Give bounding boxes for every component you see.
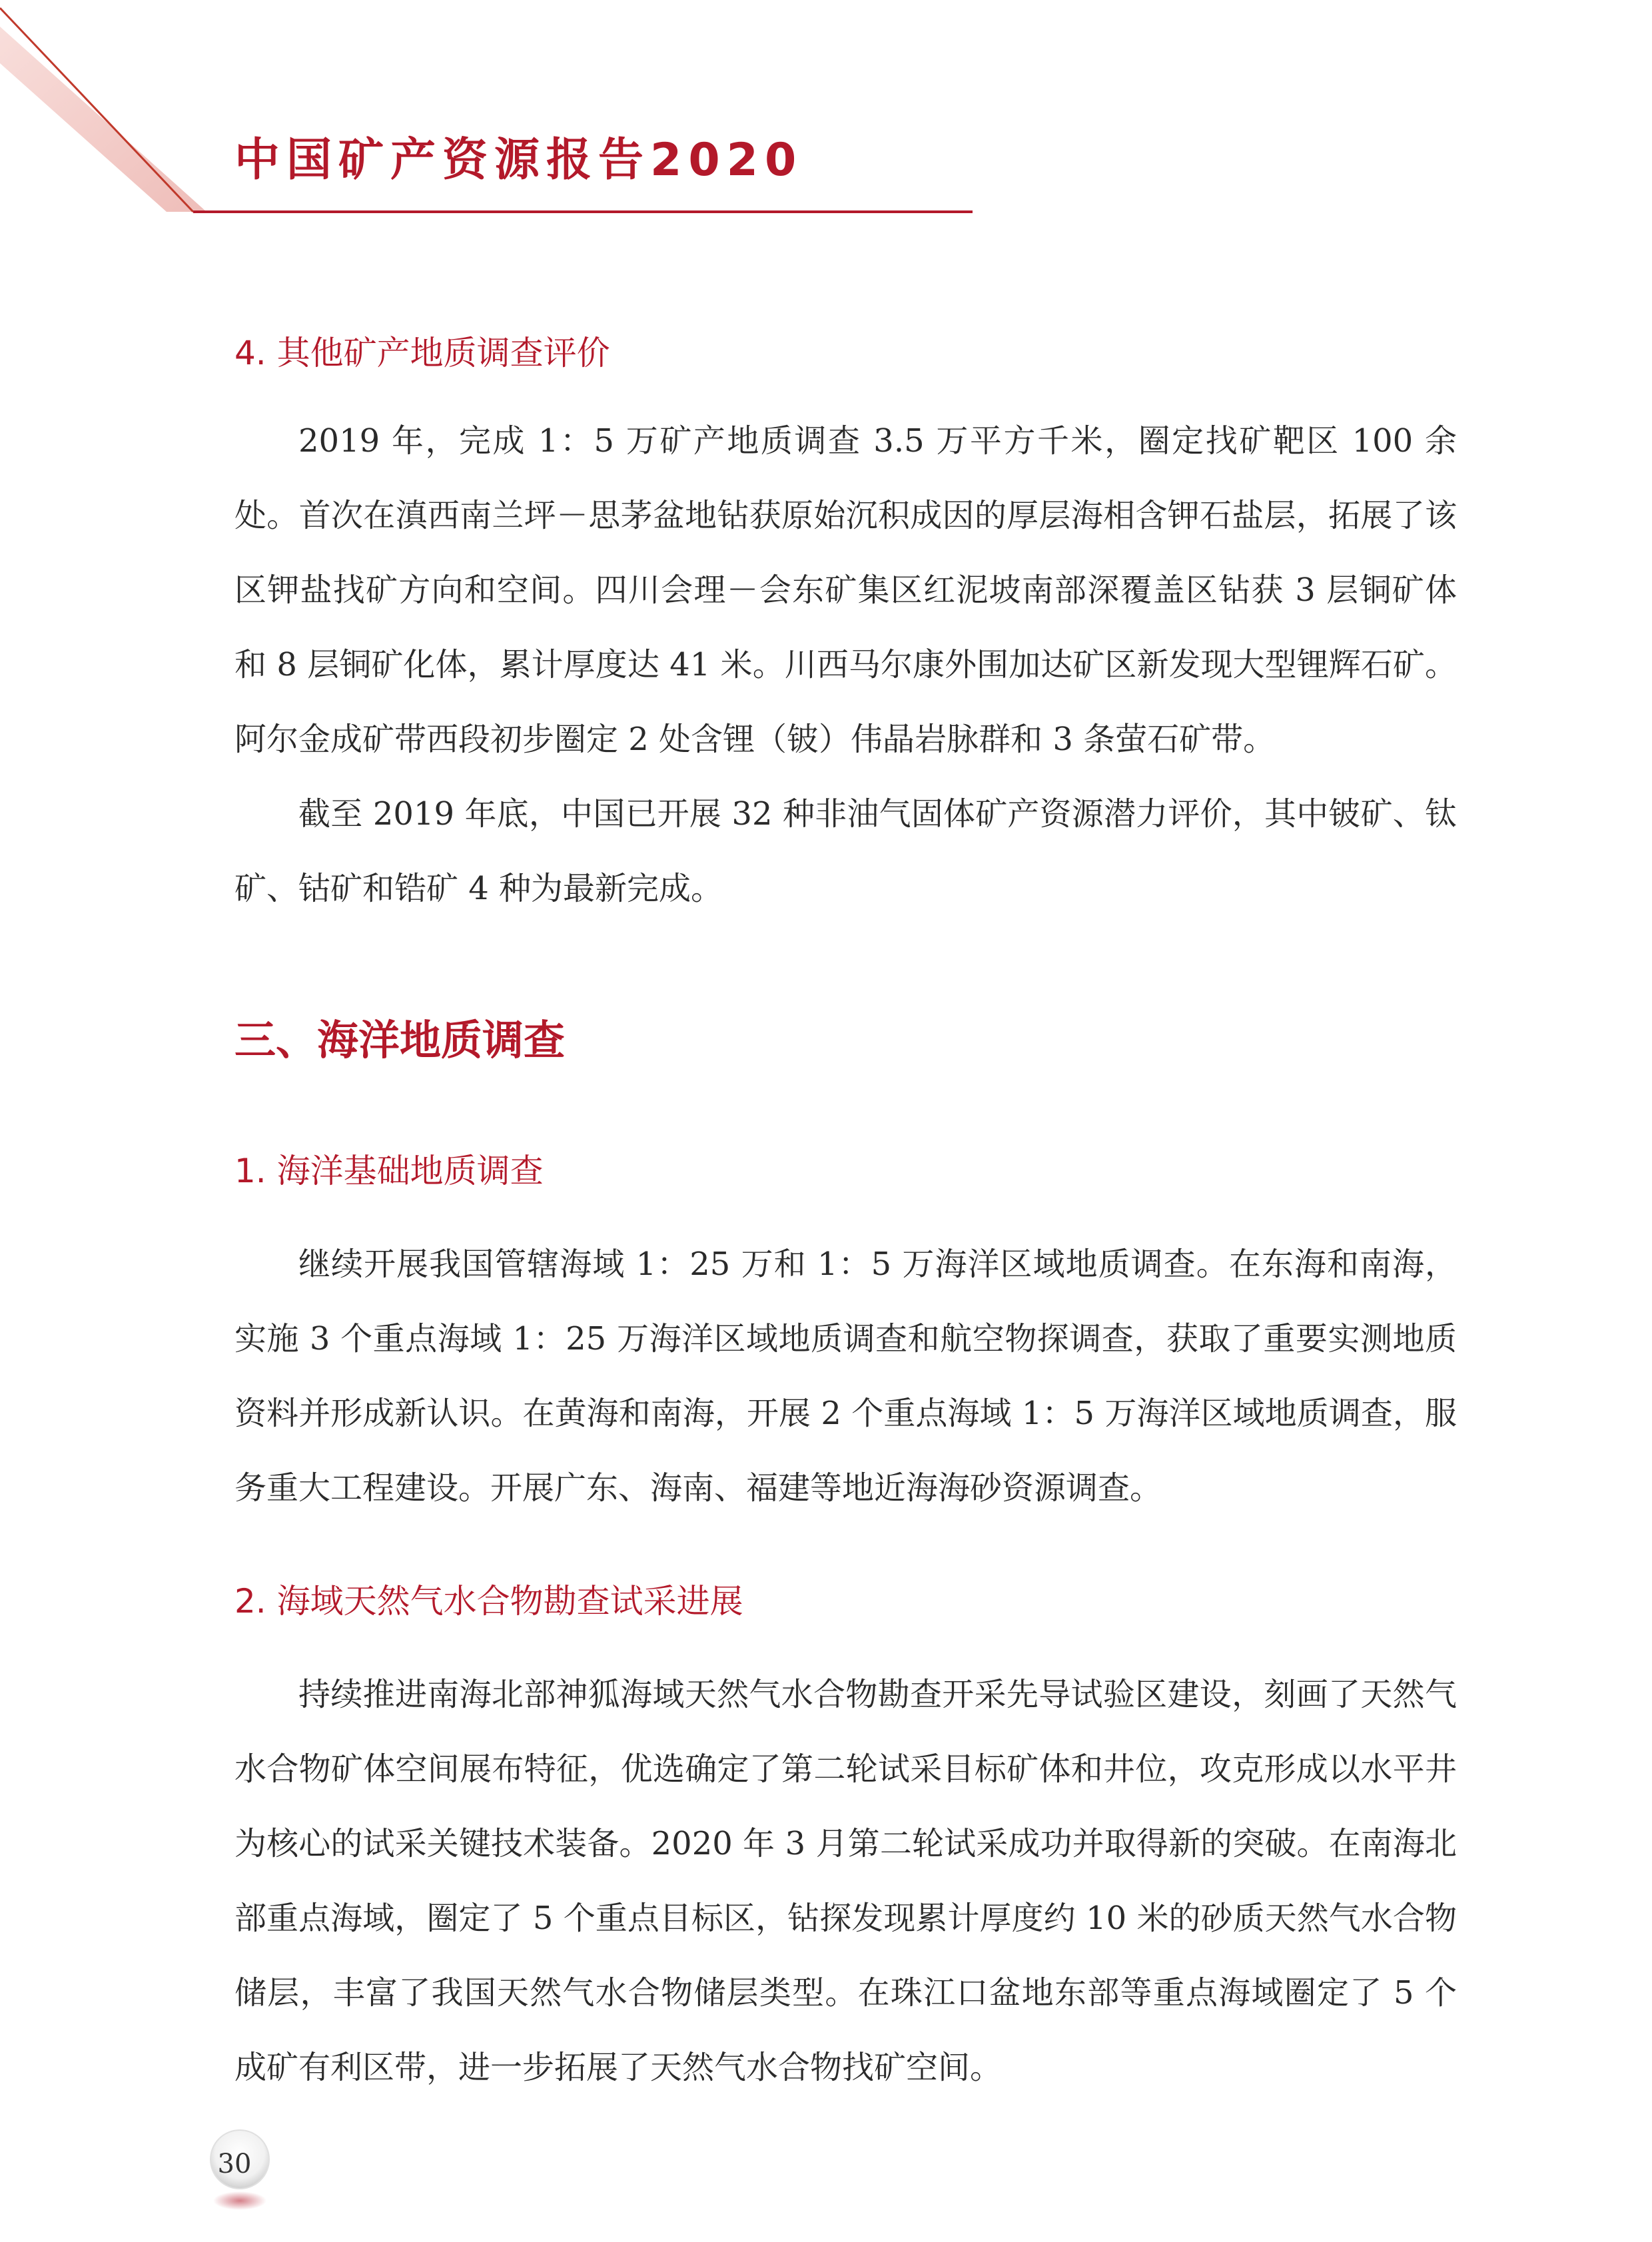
page-number: 30 xyxy=(217,2149,252,2179)
section-heading-marine-basic-survey: 1. 海洋基础地质调查 xyxy=(234,1152,544,1190)
paragraph-gas-hydrate: 持续推进南海北部神狐海域天然气水合物勘查开采先导试验区建设，刻画了天然气水合物矿体空间展布特征，优选确定了第二轮试采目标矿体和井位，攻克形成以水平井为核心的试采关键技术装备。2020 年 3 月第二轮试采成功并取得新的突破。在南海北部重点海域，圈定了 5 个重点目标区，钻探发现累计厚度约 10 米的砂质天然气水合物储层，丰富了我国天然气水合物储层类型。在珠江口盆地东部等重点海域圈定了 5 个成矿有利区带，进一步拓展了天然气水合物找矿空间。 xyxy=(234,1676,1457,2086)
paragraph-other-minerals-2: 截至 2019 年底，中国已开展 32 种非油气固体矿产资源潜力评价，其中铍矿、钛矿、钴矿和锆矿 4 种为最新完成。 xyxy=(234,795,1457,907)
section-heading-gas-hydrate: 2. 海域天然气水合物勘查试采进展 xyxy=(234,1582,743,1621)
paragraph-marine-basic-survey: 继续开展我国管辖海域 1：25 万和 1：5 万海洋区域地质调查。在东海和南海，实施 3 个重点海域 1：25 万海洋区域地质调查和航空物探调查，获取了重要实测地质资料并形成新认识。在黄海和南海，开展 2 个重点海域 1：5 万海洋区域地质调查，服务重大工程建设。开展广东、海南、福建等地近海海砂资源调查。 xyxy=(234,1246,1457,1507)
section-heading-other-minerals: 4. 其他矿产地质调查评价 xyxy=(234,334,610,372)
section-heading-marine-geology: 三、海洋地质调查 xyxy=(234,1016,566,1064)
paragraph-other-minerals-1: 2019 年，完成 1：5 万矿产地质调查 3.5 万平方千米，圈定找矿靶区 100 余处。首次在滇西南兰坪－思茅盆地钻获原始沉积成因的厚层海相含钾石盐层，拓展了该区钾盐找矿方向和空间。四川会理－会东矿集区红泥坡南部深覆盖区钻获 3 层铜矿体和 8 层铜矿化体，累计厚度达 41 米。川西马尔康外围加达矿区新发现大型锂辉石矿。阿尔金成矿带西段初步圈定 2 处含锂（铍）伟晶岩脉群和 3 条萤石矿带。 xyxy=(234,422,1457,758)
header-decoration xyxy=(0,0,1652,226)
header-title: 中国矿产资源报告2020 xyxy=(234,134,803,187)
